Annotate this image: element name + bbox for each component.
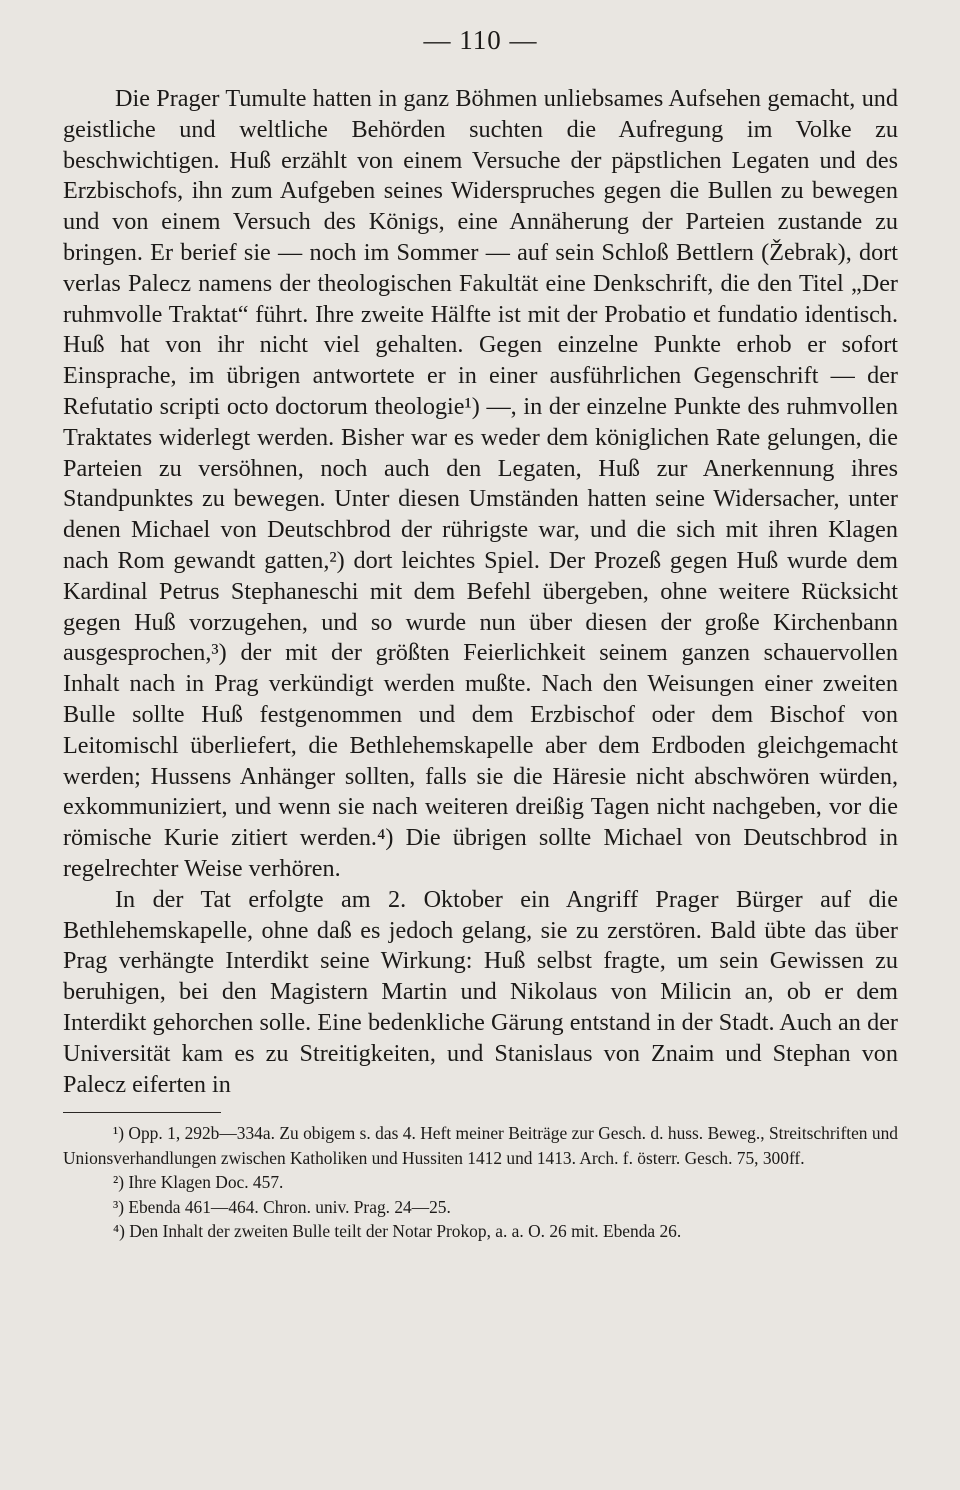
paragraph: Die Prager Tumulte hatten in ganz Böhmen unliebsames Aufsehen gemacht, und geistliche und weltliche Behörden suchten die Aufregung im Volke zu beschwichtigen. Huß erzählt von einem Versuche der päpstlichen Legaten und des Erzbischofs, ihn zum Aufgeben seines Widerspruches gegen die Bullen zu bewegen und von einem Versuch des Königs, eine Annäherung der Parteien zustande zu bringen. Er berief sie — noch im Sommer — auf sein Schloß Bettlern (Žebrak), dort verlas Palecz namens der theologischen Fakultät eine Denkschrift, die den Titel „Der ruhmvolle Traktat“ führt. Ihre zweite Hälfte ist mit der Probatio et fundatio identisch. Huß hat von ihr nicht viel gehalten. Gegen einzelne Punkte erhob er sofort Einsprache, im übrigen antwortete er in einer ausführlichen Gegenschrift — der Refutatio scripti octo doctorum theologie¹) —, in der einzelne Punkte des ruhmvollen Traktates widerlegt werden. Bisher war es weder dem königlichen Rate gelungen, die Parteien zu versöhnen, noch auch den Legaten, Huß zur Anerkennung ihres Standpunktes zu bewegen. Unter diesen Umständen hatten seine Widersacher, unter denen Michael von Deutschbrod der rührigste war, und die sich mit ihren Klagen nach Rom gewandt gatten,²) dort leichtes Spiel. Der Prozeß gegen Huß wurde dem Kardinal Petrus Stephaneschi mit dem Befehl übergeben, ohne weitere Rücksicht gegen Huß vorzugehen, und so wurde nun über diesen der große Kirchenbann ausgesprochen,³) der mit der größten Feierlichkeit seinem ganzen schauervollen Inhalt nach in Prag verkündigt werden mußte. Nach den Weisungen einer zweiten Bulle sollte Huß festgenommen und dem Erzbischof oder dem Bischof von Leitomischl überliefert, die Bethlehemskapelle aber dem Erdboden gleichgemacht werden; Hussens Anhänger sollten, falls sie die Häresie nicht abschwören würden, exkommuniziert, und wenn sie nach weiteren dreißig Tagen nicht nachgeben, vor die römische Kurie zitiert werden.⁴) Die übrigen sollte Michael von Deutschbrod in regelrechter Weise verhören. [63,85,898,882]
footnote-1: ¹) Opp. 1, 292b—334a. Zu obigem s. das 4. Heft meiner Beiträge zur Gesch. d. huss. Beweg., Streitschriften und Unionsverhandlungen zwischen Katholiken und Hussiten 1412 und 1413. Arch. f. österr. Gesch. 75, 300ff. [63,1123,898,1168]
footnote-2: ²) Ihre Klagen Doc. 457. [113,1172,284,1193]
body-text [63,84,898,1100]
page-number: — 110 — [423,25,538,55]
paragraph: In der Tat erfolgte am 2. Oktober ein Angriff Prager Bürger auf die Bethlehemskapelle, ohne daß es jedoch gelang, sie zu zerstören. Bald übte das über Prag verhängte Interdikt seine Wirkung: Huß selbst fragte, um sein Gewissen zu beruhigen, bei den Magistern Martin und Nikolaus von Milicin an, ob er dem Interdikt gehorchen solle. Eine bedenkliche Gärung entstand in der Stadt. Auch an der Universität kam es zu Streitigkeiten, und Stanislaus von Znaim und Stephan von Palecz eiferten in [63,885,898,1098]
footnote-4: ⁴) Den Inhalt der zweiten Bulle teilt der Notar Prokop, a. a. O. 26 mit. Ebenda 26. [113,1220,682,1241]
footnote-separator [63,1112,221,1113]
footnote-3: ³) Ebenda 461—464. Chron. univ. Prag. 24—25. [113,1196,451,1217]
footnotes [63,1121,898,1243]
